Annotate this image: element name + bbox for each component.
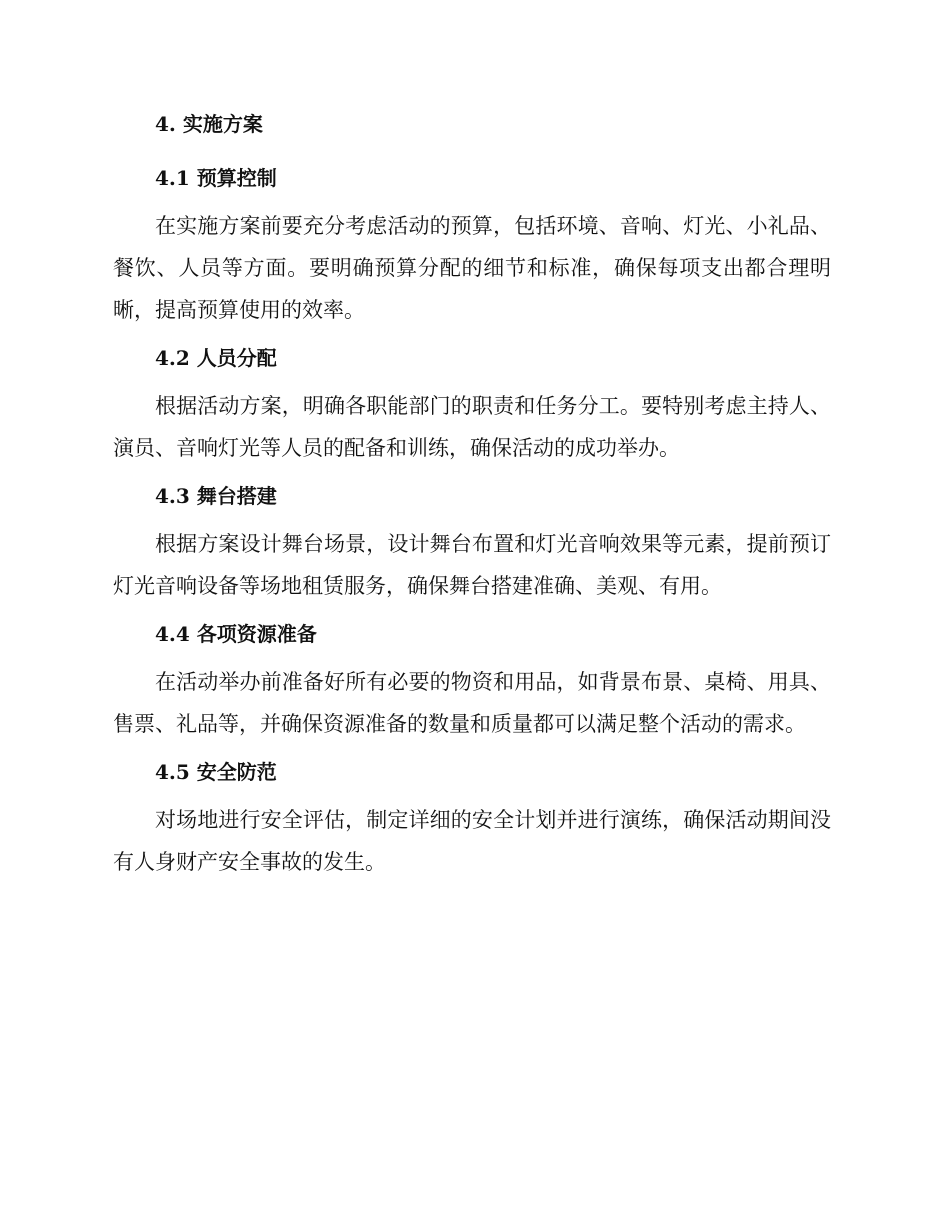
section-heading-main: 4. 实施方案 [155, 112, 263, 136]
section-heading-staffing: 4.2 人员分配 [155, 346, 277, 370]
section-heading-resources: 4.4 各项资源准备 [155, 622, 317, 646]
section-heading-budget: 4.1 预算控制 [155, 166, 277, 190]
paragraph-resources: 在活动举办前准备好所有必要的物资和用品，如背景布景、桌椅、用具、售票、礼品等，并确保资源准备的数量和质量都可以满足整个活动的需求。 [113, 670, 831, 736]
section-heading-safety: 4.5 安全防范 [155, 760, 277, 784]
document-page [113, 108, 831, 883]
paragraph-safety: 对场地进行安全评估，制定详细的安全计划并进行演练，确保活动期间没有人身财产安全事故的发生。 [113, 808, 831, 874]
paragraph-budget: 在实施方案前要充分考虑活动的预算，包括环境、音响、灯光、小礼品、餐饮、人员等方面。要明确预算分配的细节和标准，确保每项支出都合理明晰，提高预算使用的效率。 [113, 214, 831, 322]
section-heading-stage: 4.3 舞台搭建 [155, 484, 277, 508]
paragraph-stage: 根据方案设计舞台场景，设计舞台布置和灯光音响效果等元素，提前预订灯光音响设备等场地租赁服务，确保舞台搭建准确、美观、有用。 [113, 532, 831, 598]
paragraph-staffing: 根据活动方案，明确各职能部门的职责和任务分工。要特别考虑主持人、演员、音响灯光等人员的配备和训练，确保活动的成功举办。 [113, 394, 831, 460]
